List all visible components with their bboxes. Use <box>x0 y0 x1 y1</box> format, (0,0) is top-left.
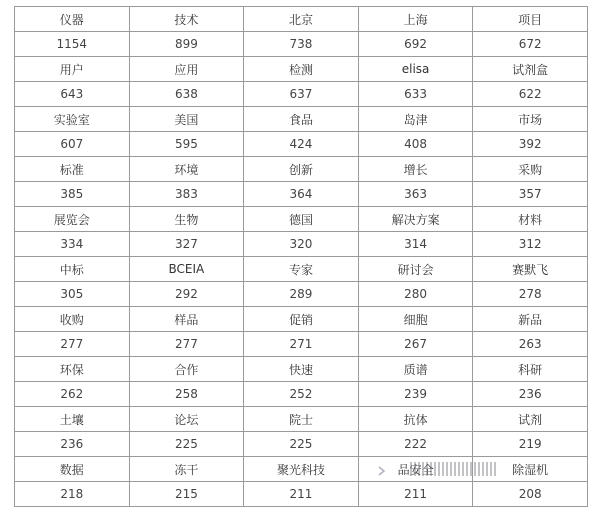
table-body <box>15 7 588 507</box>
count-cell: 225 <box>129 432 244 457</box>
count-cell: 364 <box>244 182 359 207</box>
count-cell: 277 <box>15 332 130 357</box>
count-cell: 622 <box>473 82 588 107</box>
count-cell: 277 <box>129 332 244 357</box>
count-cell: 334 <box>15 232 130 257</box>
count-row <box>15 382 588 407</box>
count-cell: 236 <box>473 382 588 407</box>
count-cell: 258 <box>129 382 244 407</box>
keyword-row <box>15 107 588 132</box>
keyword-cell: 论坛 <box>129 407 244 432</box>
keyword-row <box>15 57 588 82</box>
keyword-cell: 采购 <box>473 157 588 182</box>
keyword-cell: 岛津 <box>358 107 473 132</box>
keyword-cell: 检测 <box>244 57 359 82</box>
keyword-cell: 科研 <box>473 357 588 382</box>
count-cell: 633 <box>358 82 473 107</box>
keyword-cell: BCEIA <box>129 257 244 282</box>
count-cell: 289 <box>244 282 359 307</box>
count-cell: 638 <box>129 82 244 107</box>
count-cell: 672 <box>473 32 588 57</box>
keyword-cell: 样品 <box>129 307 244 332</box>
keyword-cell: 合作 <box>129 357 244 382</box>
count-cell: 357 <box>473 182 588 207</box>
keyword-row <box>15 257 588 282</box>
count-cell: 738 <box>244 32 359 57</box>
count-cell: 314 <box>358 232 473 257</box>
keyword-row <box>15 357 588 382</box>
keyword-cell: 研讨会 <box>358 257 473 282</box>
count-cell: 208 <box>473 482 588 507</box>
keyword-cell: 院士 <box>244 407 359 432</box>
keyword-cell: 技术 <box>129 7 244 32</box>
count-row <box>15 182 588 207</box>
keyword-cell: 创新 <box>244 157 359 182</box>
keyword-cell: 品安全 <box>358 457 473 482</box>
count-cell: 222 <box>358 432 473 457</box>
count-cell: 267 <box>358 332 473 357</box>
keyword-row <box>15 407 588 432</box>
keyword-cell: 除湿机 <box>473 457 588 482</box>
count-cell: 215 <box>129 482 244 507</box>
count-cell: 637 <box>244 82 359 107</box>
keyword-cell: 聚光科技 <box>244 457 359 482</box>
keyword-cell: 快速 <box>244 357 359 382</box>
keyword-row <box>15 157 588 182</box>
keyword-cell: 实验室 <box>15 107 130 132</box>
count-row <box>15 132 588 157</box>
keyword-row <box>15 457 588 482</box>
count-row <box>15 232 588 257</box>
count-cell: 292 <box>129 282 244 307</box>
count-row <box>15 432 588 457</box>
keyword-cell: 上海 <box>358 7 473 32</box>
keyword-cell: 材料 <box>473 207 588 232</box>
count-cell: 236 <box>15 432 130 457</box>
count-cell: 424 <box>244 132 359 157</box>
keyword-cell: 市场 <box>473 107 588 132</box>
count-cell: 643 <box>15 82 130 107</box>
count-cell: 271 <box>244 332 359 357</box>
count-cell: 252 <box>244 382 359 407</box>
keyword-cell: 促销 <box>244 307 359 332</box>
count-cell: 363 <box>358 182 473 207</box>
keyword-cell: 专家 <box>244 257 359 282</box>
keyword-cell: 收购 <box>15 307 130 332</box>
count-cell: 408 <box>358 132 473 157</box>
count-row <box>15 332 588 357</box>
count-cell: 239 <box>358 382 473 407</box>
count-row <box>15 482 588 507</box>
count-row <box>15 32 588 57</box>
keyword-cell: 德国 <box>244 207 359 232</box>
keyword-cell: 仪器 <box>15 7 130 32</box>
count-cell: 392 <box>473 132 588 157</box>
keyword-cell: 中标 <box>15 257 130 282</box>
keyword-cell: 冻干 <box>129 457 244 482</box>
keyword-cell: 用户 <box>15 57 130 82</box>
count-cell: 320 <box>244 232 359 257</box>
keyword-frequency-table <box>14 6 588 507</box>
count-cell: 225 <box>244 432 359 457</box>
count-cell: 312 <box>473 232 588 257</box>
keyword-cell: 美国 <box>129 107 244 132</box>
keyword-cell: 应用 <box>129 57 244 82</box>
keyword-cell: 展览会 <box>15 207 130 232</box>
keyword-cell: 新品 <box>473 307 588 332</box>
keyword-cell: 细胞 <box>358 307 473 332</box>
count-cell: 607 <box>15 132 130 157</box>
count-cell: 218 <box>15 482 130 507</box>
count-cell: 385 <box>15 182 130 207</box>
keyword-row <box>15 307 588 332</box>
keyword-cell: 食品 <box>244 107 359 132</box>
count-cell: 1154 <box>15 32 130 57</box>
count-row <box>15 82 588 107</box>
count-cell: 278 <box>473 282 588 307</box>
keyword-frequency-table-container <box>14 6 588 507</box>
keyword-row <box>15 207 588 232</box>
count-cell: 692 <box>358 32 473 57</box>
count-cell: 263 <box>473 332 588 357</box>
count-cell: 305 <box>15 282 130 307</box>
count-cell: 383 <box>129 182 244 207</box>
count-cell: 211 <box>244 482 359 507</box>
keyword-cell: 项目 <box>473 7 588 32</box>
keyword-cell: 北京 <box>244 7 359 32</box>
keyword-cell: 土壤 <box>15 407 130 432</box>
count-cell: 211 <box>358 482 473 507</box>
count-cell: 899 <box>129 32 244 57</box>
keyword-cell: elisa <box>358 57 473 82</box>
keyword-cell: 环保 <box>15 357 130 382</box>
count-cell: 262 <box>15 382 130 407</box>
keyword-row <box>15 7 588 32</box>
keyword-cell: 数据 <box>15 457 130 482</box>
count-cell: 327 <box>129 232 244 257</box>
keyword-cell: 标准 <box>15 157 130 182</box>
count-cell: 280 <box>358 282 473 307</box>
keyword-cell: 试剂 <box>473 407 588 432</box>
count-cell: 595 <box>129 132 244 157</box>
keyword-cell: 增长 <box>358 157 473 182</box>
count-row <box>15 282 588 307</box>
count-cell: 219 <box>473 432 588 457</box>
keyword-cell: 环境 <box>129 157 244 182</box>
keyword-cell: 生物 <box>129 207 244 232</box>
keyword-cell: 质谱 <box>358 357 473 382</box>
keyword-cell: 抗体 <box>358 407 473 432</box>
keyword-cell: 试剂盒 <box>473 57 588 82</box>
keyword-cell: 赛默飞 <box>473 257 588 282</box>
keyword-cell: 解决方案 <box>358 207 473 232</box>
